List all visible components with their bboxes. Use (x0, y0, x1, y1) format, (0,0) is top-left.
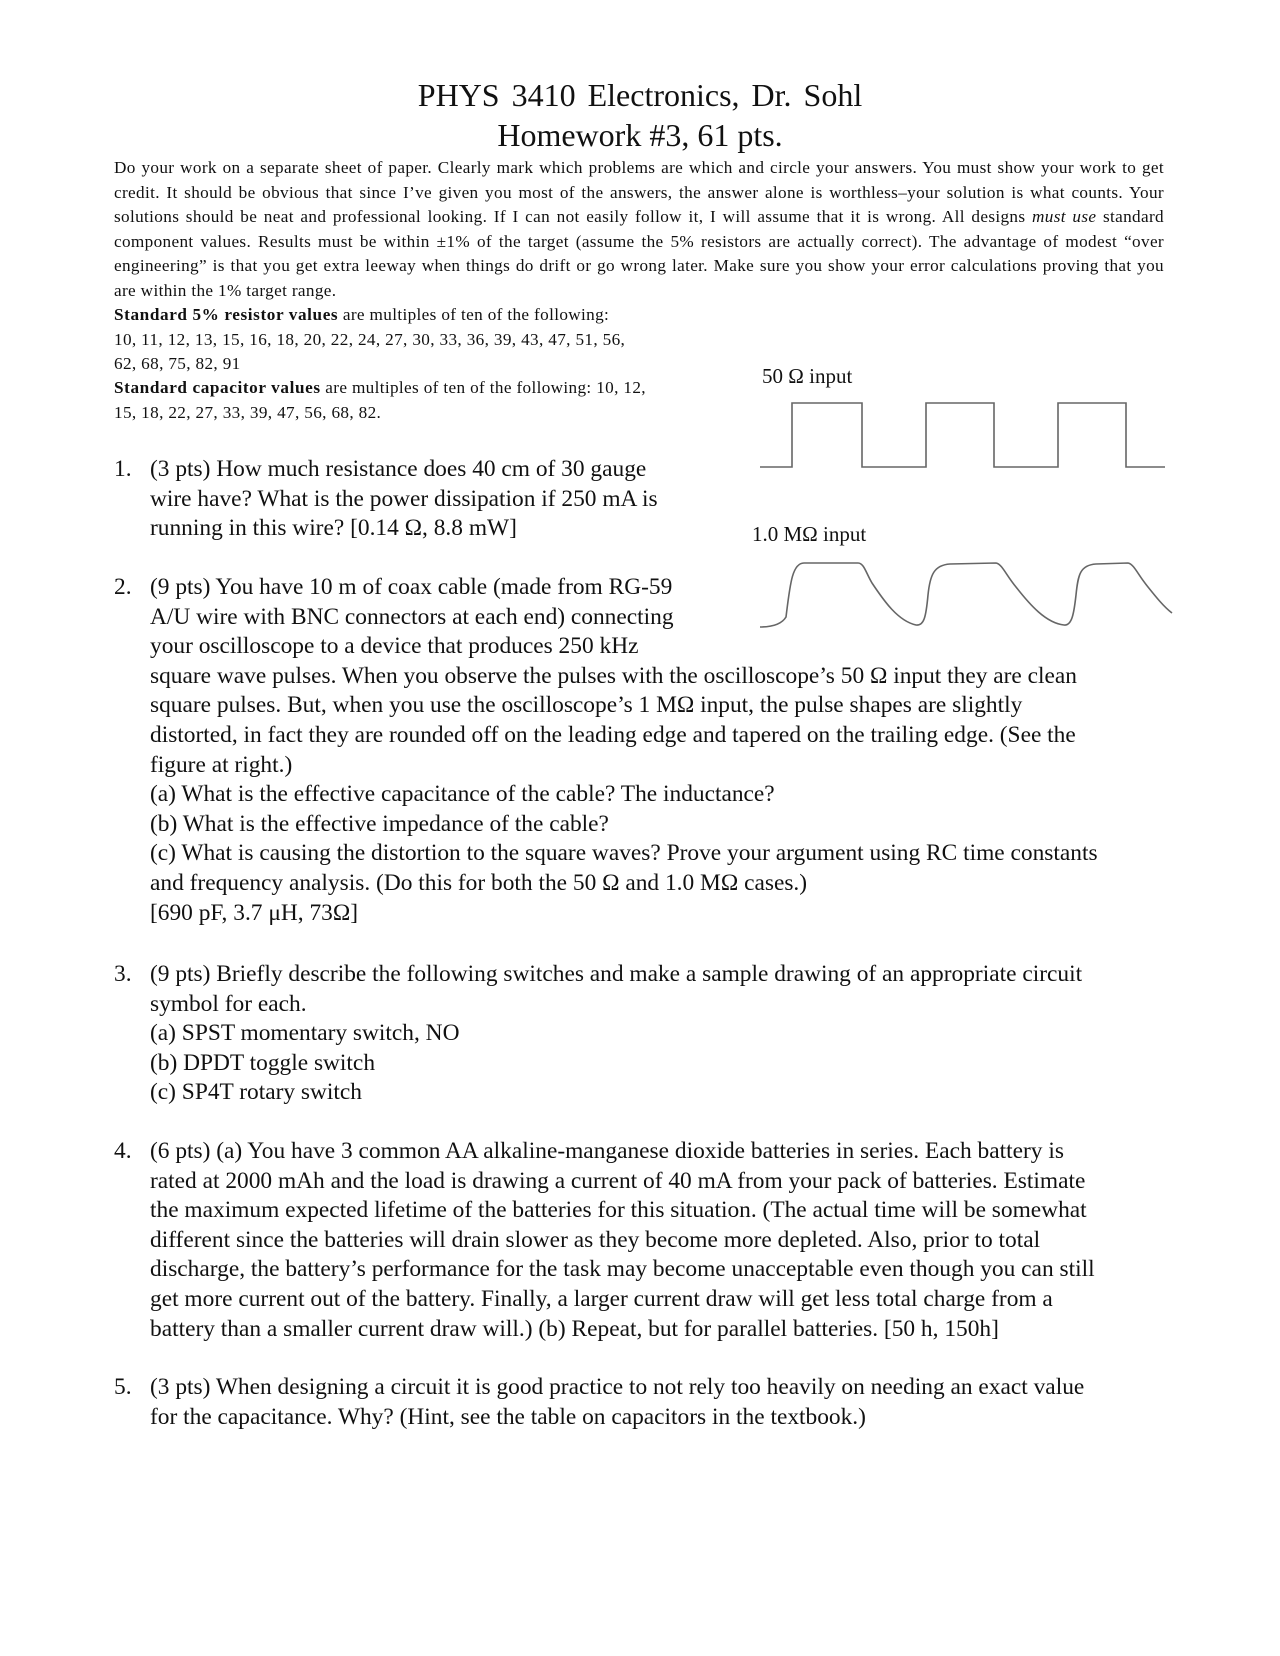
instructions-emphasis: must use (1031, 207, 1097, 227)
question-4-number: 4. (114, 1138, 132, 1164)
capacitor-values-list: 15, 18, 22, 27, 33, 39, 47, 56, 68, 82. (114, 402, 382, 422)
instructions-text-2: standard component values. Results must be within ±1% of the target (assume the 5% resistors are actually correct). The advantage of modest “over engineering” is that you get extra leeway when things do drift or go wrong later. Make sure you show your error calculations proving that you are within the 1% target range. (114, 207, 1164, 300)
question-2-part-c: (c) What is causing the distortion to the square waves? Prove your argument using RC time constants (150, 840, 1098, 867)
question-1 (114, 455, 658, 544)
question-5-number: 5. (114, 1374, 132, 1400)
question-5-line: for the capacitance. Why? (Hint, see the table on capacitors in the textbook.) (150, 1403, 866, 1430)
question-4-line: rated at 2000 mAh and the load is drawing a current of 40 mA from your pack of batteries. Estimate (150, 1167, 1086, 1194)
question-3-line: (9 pts) Briefly describe the following switches and make a sample drawing of an appropriate circuit (150, 961, 1083, 987)
question-3-part-c: (c) SP4T rotary switch (150, 1079, 363, 1106)
resistor-values-block (114, 303, 734, 377)
question-2-part-b: (b) What is the effective impedance of the cable? (150, 810, 609, 837)
instructions-text-1: Do your work on a separate sheet of paper. Clearly mark which problems are which and circle your answers. You must show your work to get credit. It should be obvious that since I’ve given you most of the answers, the answer alone is worthless–your solution is what counts. Your solutions should be neat and professional looking. If I can not easily follow it, I will assume that it is wrong. All designs (114, 158, 1164, 227)
question-1-line: wire have? What is the power dissipation if 250 mA is (150, 485, 658, 512)
question-3-part-b: (b) DPDT toggle switch (150, 1049, 376, 1076)
question-4-line: (6 pts) (a) You have 3 common AA alkaline-manganese dioxide batteries in series. Each battery is (150, 1138, 1064, 1164)
figure-label-50-ohm: 50 Ω input (762, 364, 853, 388)
resistor-values-list-2: 62, 68, 75, 82, 91 (114, 354, 241, 374)
capacitor-values-label: Standard capacitor values (114, 378, 321, 397)
course-title: PHYS 3410 Electronics, Dr. Sohl (417, 77, 863, 113)
question-2-part-a: (a) What is the effective capacitance of the cable? The inductance? (150, 781, 775, 808)
question-4-line: discharge, the battery’s performance for the task may become unacceptable even though you can still (150, 1256, 1095, 1283)
question-2-number: 2. (114, 574, 132, 600)
question-2-line: square wave pulses. When you observe the pulses with the oscilloscope’s 50 Ω input they are clean (150, 662, 1078, 689)
figure-label-1-megohm: 1.0 MΩ input (752, 522, 867, 546)
question-2-line: A/U wire with BNC connectors at each end) connecting (150, 603, 674, 630)
capacitor-values-text: are multiples of ten of the following: 10, 12, (320, 378, 646, 397)
question-2-line: your oscilloscope to a device that produces 250 kHz (150, 633, 639, 660)
question-2-line: (9 pts) You have 10 m of coax cable (made from RG-59 (150, 574, 673, 600)
instructions-paragraph (114, 156, 1164, 304)
question-4-line: the maximum expected lifetime of the batteries for this situation. (The actual time will be somewhat (150, 1197, 1087, 1224)
question-4-line: battery than a smaller current draw will.) (b) Repeat, but for parallel batteries. [50 h, 150h] (150, 1315, 999, 1342)
question-3-part-a: (a) SPST momentary switch, NO (150, 1020, 460, 1047)
resistor-values-list-1: 10, 11, 12, 13, 15, 16, 18, 20, 22, 24, 27, 30, 33, 36, 39, 43, 47, 51, 56, (114, 329, 626, 349)
question-3-number: 3. (114, 961, 132, 987)
question-2-line: square pulses. But, when you use the oscilloscope’s 1 MΩ input, the pulse shapes are slightly (150, 692, 1023, 719)
question-1-line: running in this wire? [0.14 Ω, 8.8 mW] (150, 515, 517, 542)
question-4 (114, 1137, 1095, 1344)
question-2 (114, 573, 1098, 928)
capacitor-values-block (114, 376, 734, 425)
resistor-values-text: are multiples of ten of the following: (338, 305, 610, 324)
question-2-line: and frequency analysis. (Do this for both the 50 Ω and 1.0 MΩ cases.) (150, 869, 808, 896)
resistor-values-label: Standard 5% resistor values (114, 305, 339, 324)
question-4-line: get more current out of the battery. Finally, a larger current draw will get less total charge from a (150, 1285, 1053, 1312)
question-3 (114, 960, 1082, 1108)
question-3-line: symbol for each. (150, 990, 307, 1017)
question-1-line: (3 pts) How much resistance does 40 cm of 30 gauge (150, 456, 647, 482)
square-wave-50-ohm (760, 395, 1170, 475)
question-1-number: 1. (114, 456, 132, 482)
homework-title: Homework #3, 61 pts. (497, 117, 783, 153)
question-2-line: distorted, in fact they are rounded off on the leading edge and tapered on the trailing edge. (See the (150, 721, 1076, 748)
question-4-line: different since the batteries will drain slower as they become more depleted. Also, prior to total (150, 1226, 1041, 1253)
question-5-line: (3 pts) When designing a circuit it is good practice to not rely too heavily on needing an exact value (150, 1374, 1085, 1400)
question-5 (114, 1373, 1084, 1432)
question-2-answers: [690 pF, 3.7 μH, 73Ω] (150, 899, 359, 926)
question-2-line: figure at right.) (150, 751, 293, 778)
